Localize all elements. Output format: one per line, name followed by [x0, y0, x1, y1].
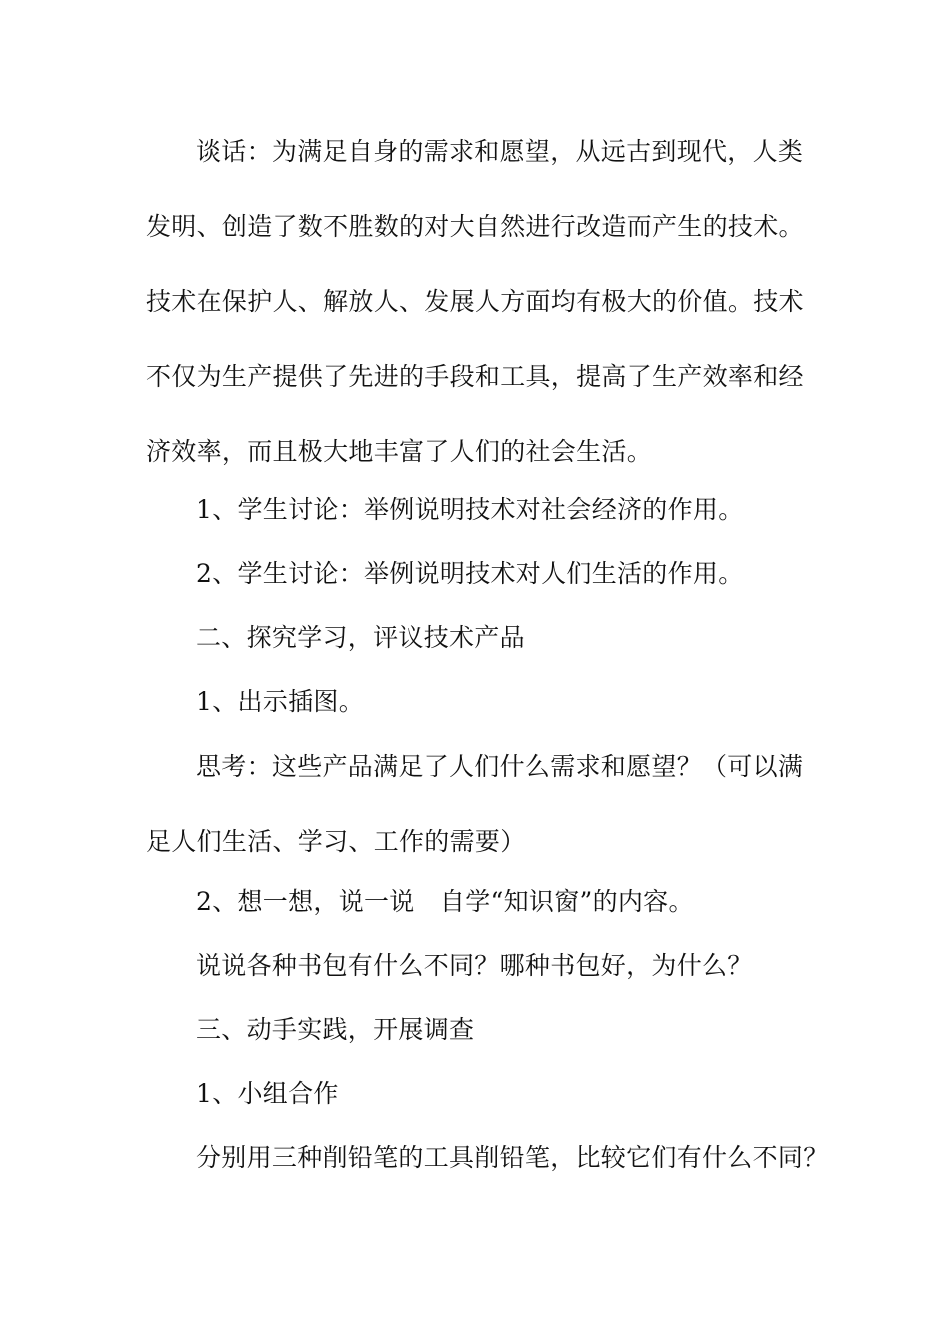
discussion-item-life: 2、学生讨论：举例说明技术对人们生活的作用。 [196, 559, 744, 588]
show-illustration-item: 1、出示插图。 [196, 687, 365, 716]
schoolbag-question: 说说各种书包有什么不同？哪种书包好，为什么？ [196, 951, 753, 980]
intro-paragraph: 谈话：为满足自身的需求和愿望，从远古到现代，人类发明、创造了数不胜数的对大自然进行改造而产生的技术。技术在保护人、解放人、发展人方面均有极大的价值。技术不仅为生产提供了先进的手段和工具，提高了生产效率和经济效率，而且极大地丰富了人们的社会生活。 [146, 137, 804, 466]
discussion-item-economy: 1、学生讨论：举例说明技术对社会经济的作用。 [196, 495, 744, 524]
thinking-paragraph: 思考：这些产品满足了人们什么需求和愿望？（可以满足人们生活、学习、工作的需要） [146, 752, 804, 856]
pencil-sharpening-task: 分别用三种削铅笔的工具削铅笔，比较它们有什么不同？ [196, 1143, 829, 1172]
self-study-item: 2、想一想，说一说 自学“知识窗”的内容。 [196, 887, 694, 916]
section-heading-practice: 三、动手实践，开展调查 [196, 1015, 475, 1044]
section-heading-explore: 二、探究学习，评议技术产品 [196, 623, 525, 652]
group-work-item: 1、小组合作 [196, 1079, 339, 1108]
